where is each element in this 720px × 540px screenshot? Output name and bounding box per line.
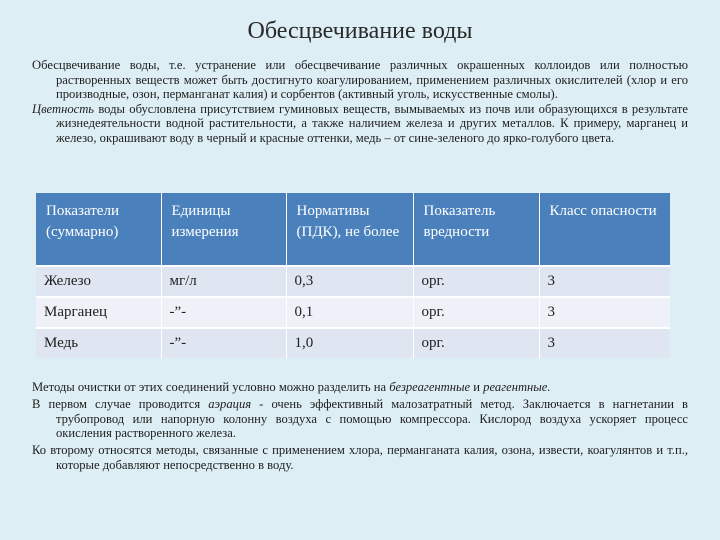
header-indicator: Показатели (суммарно) [36,193,161,266]
table-row [36,266,670,297]
cell-substance: Медь [36,328,161,358]
norms-table [36,193,670,358]
methods-intro: Методы очистки от этих соединений условно можно разделить на [32,380,390,394]
cell-units: -”- [161,328,286,358]
intro-text [32,58,688,146]
cell-class: 3 [539,266,670,297]
intro-paragraph-decolorization: Обесцвечивание воды, т.е. устранение или обесцвечивание различных окрашенных коллоидов или полностью растворенных веществ может быть достигнуто коагулированием, применением различных окислителей (хлор и его производные, озон, перманганат калия) и сорбентов (активный уголь, искусственные смолы). [32,58,688,102]
outro-paragraph-aeration [32,397,688,441]
header-norm: Нормативы (ПДК), не более [286,193,413,266]
term-aeration: аэрация [208,396,252,411]
cell-norm: 0,1 [286,297,413,328]
cell-class: 3 [539,328,670,358]
color-description: воды обусловлена присутствием гуминовых веществ, вымываемых из почв или образующихся в результате жизнедеятельности водной растительности, а также наличием железа и других металлов. К примеру, марганец и железо, окрашивают воду в черный и красные оттенки, медь – от сине-зеленого до ярко-голубого цвета. [56,101,688,145]
term-color: Цветность [32,101,95,116]
cell-harm: орг. [413,328,539,358]
cell-norm: 1,0 [286,328,413,358]
outro-paragraph-methods [32,380,688,395]
cell-units: -”- [161,297,286,328]
slide-title: Обесцвечивание воды [247,18,473,44]
cell-substance: Марганец [36,297,161,328]
cell-substance: Железо [36,266,161,297]
aeration-intro: В первом случае проводится [32,396,209,411]
header-units: Единицы измерения [161,193,286,266]
table-row [36,297,670,328]
header-hazard-class: Класс опасности [539,193,670,266]
intro-paragraph-color [32,102,688,146]
cell-harm: орг. [413,266,539,297]
cell-norm: 0,3 [286,266,413,297]
table-header-row [36,193,670,266]
outro-paragraph-reagents: Ко второму относятся методы, связанные с применением хлора, перманганата калия, озона, извести, коагулянтов и т.п., которые добавляют непосредственно в воду. [32,443,688,472]
header-harm-indicator: Показатель вредности [413,193,539,266]
term-reagentless: безреагентные [389,380,471,394]
aeration-description: - очень эффективный малозатратный метод. Заключается в нагнетании в трубопровод или напорную колонну воздуха с помощью компрессора. Кислород воздуха ускоряет процесс окисления растворенного железа. [56,396,688,441]
cell-units: мг/л [161,266,286,297]
outro-text [32,380,688,475]
term-reagent: реагентные. [483,380,551,394]
table-row [36,328,670,358]
cell-class: 3 [539,297,670,328]
cell-harm: орг. [413,297,539,328]
methods-conjunction: и [470,380,484,394]
